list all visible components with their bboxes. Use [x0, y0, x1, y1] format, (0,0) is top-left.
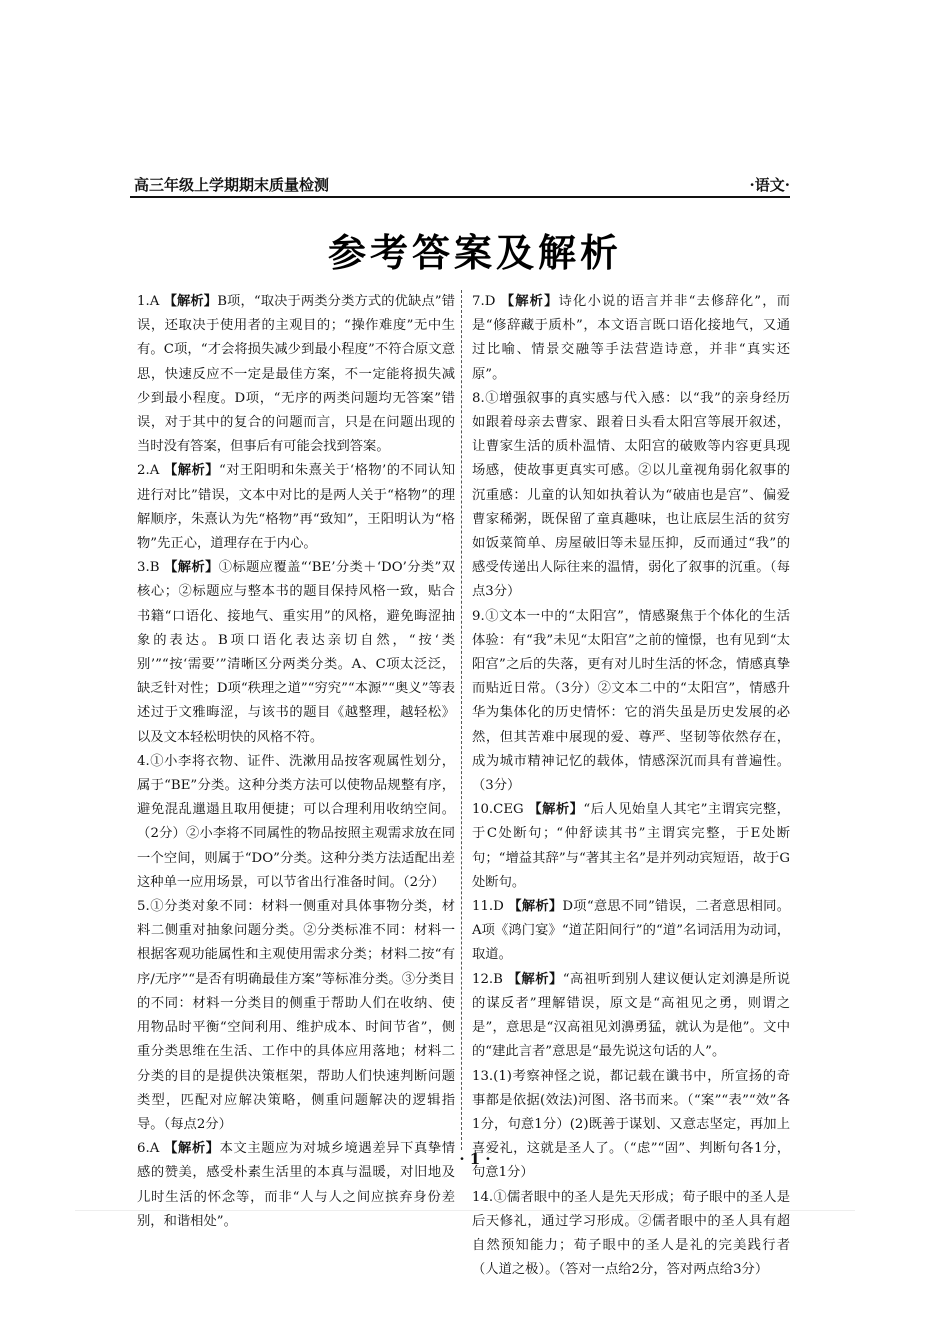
- item-text: “高祖听到别人建议便认定刘濞是所说的谋反者”理解错误，原文是“高祖见之勇，则谓之是”，意思是“汉高祖见刘濞勇猛，就认为是他”。文中的“建此言者”意思是“最先说这句话的人”。: [472, 971, 790, 1060]
- item-number: 2.: [137, 463, 150, 479]
- analysis-tag: 【解析】: [507, 971, 563, 987]
- answer-item-10: [472, 798, 790, 895]
- item-number: 3.: [137, 560, 150, 576]
- item-text: ①增强叙事的真实感与代入感：以“我”的亲身经历如跟着母亲去曹家、跟着日头看太阳宫等展开叙述，让曹家生活的质朴温情、太阳宫的破败等内容更具现场感，使故事更真实可感。②以儿童视角弱化叙事的沉重感：儿童的认知如执着认为“破庙也是宫”、偏爱曹家稀粥，既保留了童真趣味，也让底层生活的贫穷如饭菜简单、房屋破旧等未显压抑，反而通过“我”的感受传递出人际往来的温情，弱化了叙事的沉重。（每点3分）: [472, 390, 790, 600]
- item-number: 9.: [472, 608, 485, 624]
- item-text: ①小李将衣物、证件、洗漱用品按客观属性划分，属于“BE”分类。这种分类方法可以使物品规整有序，避免混乱邋遢且取用便捷；可以合理利用收纳空间。（2分）②小李将不同属性的物品按照主观需求放在同一个空间，则属于“DO”分类。这种分类方法适配出差这种单一应用场景，可以节省出行准备时间。（2分）: [137, 753, 455, 890]
- answer-item-1: [137, 290, 455, 459]
- item-text: (1)考察神怪之说，都记载在谶书中，所宣扬的奇事都是依据(效法)河图、洛书而来。（“案”“表”“效”各1分，句意1分）(2)既善于谋划、又意志坚定，再加上喜爱礼，这就是圣人了。（“虑”“固”、判断句各1分，句意1分）: [472, 1068, 790, 1181]
- item-answer: CEG: [493, 802, 524, 818]
- item-text: ①分类对象不同：材料一侧重对具体事物分类，材料二侧重对抽象问题分类。②分类标准不同：材料一根据客观功能属性和主观使用需求分类；材料二按“有序/无序”“是否有明确最佳方案”等标准分类。③分类目的不同：材料一分类目的侧重于帮助人们在收纳、使用物品时平衡“空间利用、维护成本、时间节省”，侧重分类思维在生活、工作中的具体应用落地；材料二分类的目的是提供决策框架，帮助人们快速判断问题类型，匹配对应解决策略，侧重问题解决的逻辑指导。（每点2分）: [137, 899, 455, 1132]
- item-text: 本文主题应为对城乡境遇差异下真挚情感的赞美，感受朴素生活里的本真与温暖，对旧地及儿时生活的怀念等，而非“人与人之间应摈弃身份差别，和谐相处”。: [137, 1141, 456, 1229]
- item-answer: A: [149, 463, 160, 479]
- answer-item-2: [137, 459, 455, 556]
- item-number: 10.: [472, 802, 494, 818]
- item-number: 14.: [472, 1189, 494, 1205]
- item-number: 13.: [472, 1068, 494, 1084]
- answer-item-5: [137, 895, 455, 1137]
- answer-item-7: [472, 290, 790, 387]
- analysis-tag: 【解析】: [164, 560, 219, 576]
- item-answer: D: [484, 294, 496, 309]
- item-text: 诗化小说的语言并非“去修辞化”，而是“修辞藏于质朴”，本文语言既口语化接地气，又通过比喻、情景交融等手法营造诗意，并非“真实还原”。: [472, 294, 790, 382]
- page-header: [130, 172, 790, 198]
- analysis-tag: 【解析】: [500, 294, 559, 309]
- answer-item-8: [472, 387, 790, 605]
- page-number: · 1 ·: [459, 1150, 491, 1168]
- analysis-tag: 【解析】: [163, 463, 219, 479]
- item-answer: D: [493, 899, 504, 915]
- item-number: 1.: [137, 294, 150, 309]
- item-answer: A: [149, 1141, 160, 1157]
- item-number: 11.: [472, 899, 494, 915]
- item-answer: B: [149, 560, 160, 576]
- page-title: 参考答案及解析: [327, 231, 622, 275]
- item-number: 4.: [137, 753, 150, 769]
- analysis-tag: 【解析】: [508, 899, 563, 915]
- analysis-tag: 【解析】: [528, 802, 584, 818]
- item-number: 6.: [137, 1141, 150, 1157]
- answer-item-12: [472, 968, 790, 1065]
- item-text: B项，“取决于两类分类方式的优缺点”错误，还取决于使用者的主观目的；“操作难度”无中生有。C项，“才会将损失减少到最小程度”不符合原文意思，快速反应不一定是最佳方案，不一定能将损失减少到最小程度。D项，“无序的两类问题均无答案”错误，对于其中的复合的问题而言，只是在问题出现的当时没有答案，但事后有可能会找到答案。: [137, 294, 455, 455]
- answer-item-11: [472, 895, 790, 968]
- answer-item-9: [472, 605, 790, 799]
- item-text: ①儒者眼中的圣人是先天形成；荀子眼中的圣人是后天修礼，通过学习形成。②儒者眼中的圣人具有超自然预知能力；荀子眼中的圣人是礼的完美践行者（人道之极）。（答对一点给2分，答对两点给3分）: [472, 1189, 790, 1278]
- answer-item-4: [137, 750, 455, 895]
- analysis-tag: 【解析】: [164, 1141, 220, 1157]
- item-text: ①文本一中的“太阳宫”，情感聚焦于个体化的生活体验：有“我”未见“太阳宫”之前的憧憬，也有见到“太阳宫”之后的失落，更有对儿时生活的怀念，情感真挚而贴近日常。（3分）②文本二中的“太阳宫”，情感升华为集体化的历史情怀：它的消失虽是历史发展的必然，但其苦难中展现的爱、尊严、坚韧等依然存在，成为城市精神记忆的载体，情感深沉而具有普遍性。（3分）: [472, 608, 790, 794]
- analysis-tag: 【解析】: [163, 294, 218, 309]
- item-answer: B: [493, 971, 503, 987]
- item-number: 12.: [472, 971, 494, 987]
- item-text: “后人见始皇人其宅”主谓宾完整，于C处断句；“仲舒读其书”主谓宾完整，于E处断句；“增益其辞”与“著其主名”是并列动宾短语，故于G处断句。: [472, 802, 790, 890]
- answer-item-14: [472, 1186, 790, 1283]
- item-number: 5.: [137, 899, 150, 915]
- item-text: “对王阳明和朱熹关于‘格物’的不同认知进行对比”错误，文本中对比的是两人关于“格物”的理解顺序，朱熹认为先“格物”再“致知”，王阳明认为“格物”先正心，道理存在于内心。: [137, 463, 456, 552]
- item-text: D项“意思不同”错误，二者意思相同。A项《鸿门宴》“道芷阳间行”的“道”名词活用为动词，取道。: [472, 899, 791, 963]
- subject-label: ·语文·: [749, 176, 790, 194]
- right-column: [472, 290, 790, 1282]
- item-answer: A: [149, 294, 160, 309]
- item-text: ①标题应覆盖“‘BE’分类＋‘DO’分类”双核心；②标题应与整本书的题目保持风格一致，贴合书籍“口语化、接地气、重实用”的风格，避免晦涩抽象的表达。B项口语化表达亲切自然，“按‘类别’”“按‘需要’”清晰区分两类分类。A、C项太泛泛，缺乏针对性；D项“秩理之道”“穷究”“本源”“奥义”等表述过于文雅晦涩，与该书的题目《越整理，越轻松》以及文本轻松明快的风格不符。: [137, 560, 456, 745]
- bottom-rule: [75, 1210, 855, 1211]
- left-column: [137, 290, 455, 1234]
- column-divider: [461, 290, 462, 1150]
- exam-name: 高三年级上学期期末质量检测: [134, 176, 330, 194]
- item-number: 7.: [472, 294, 485, 309]
- item-number: 8.: [472, 390, 485, 406]
- answer-item-3: [137, 556, 455, 750]
